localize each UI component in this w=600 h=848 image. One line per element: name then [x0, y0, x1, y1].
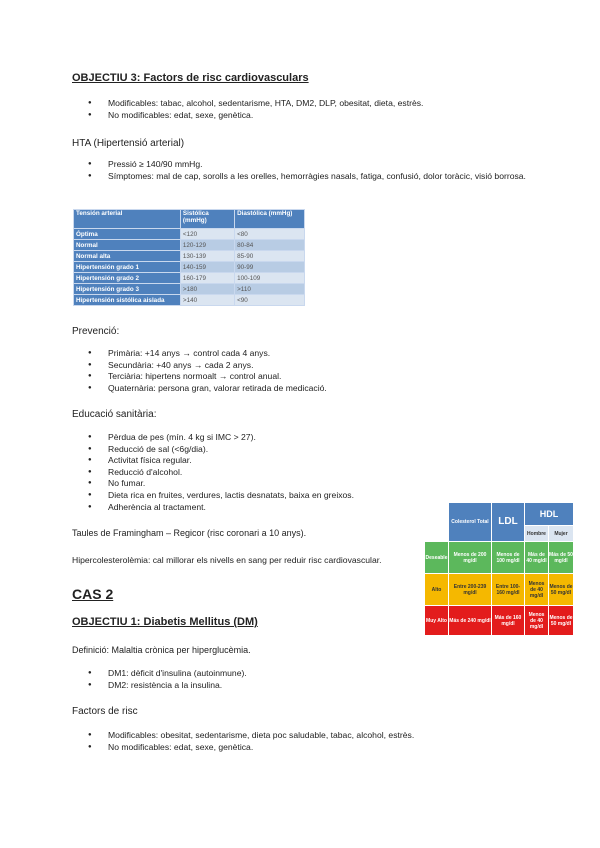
list-item: ● Quaternària: persona gran, valorar retirada de medicació.: [72, 383, 542, 395]
list-item: ● DM1: dèficit d'insulina (autoinmune).: [72, 668, 542, 680]
table-cell: Entre 200-239 mg/dl: [449, 574, 491, 605]
list-item: ● No modificables: edat, sexe, genètica.: [72, 110, 542, 122]
list-item: ● Modificables: obesitat, sedentarisme, dieta poc saludable, tabac, alcohol, estrès.: [72, 730, 542, 742]
table-cell: Entre 100-160 mg/dl: [492, 574, 524, 605]
factors-list: [72, 730, 542, 753]
header-colesterol-total: Colesterol Total: [449, 503, 491, 541]
row-label-deseable: Deseable: [425, 542, 448, 573]
table-cell: <90: [235, 295, 305, 306]
table-row: [74, 295, 305, 306]
educacio-list: [72, 432, 542, 513]
list-item: ● Secundària: +40 anys → cada 2 anys.: [72, 360, 542, 372]
list-item: ● Pèrdua de pes (mín. 4 kg si IMC > 27).: [72, 432, 542, 444]
factors-heading: Factors de risc: [72, 706, 138, 717]
table-cell: 140-159: [180, 262, 234, 273]
table-cell: Menos de 50 mg/dl: [549, 606, 573, 635]
table-header-row: [74, 210, 305, 229]
table-row: [74, 262, 305, 273]
table-cell: Hipertensión grado 3: [74, 284, 181, 295]
list-item: ● Pressió ≥ 140/90 mmHg.: [72, 159, 542, 171]
dm-types-list: [72, 668, 542, 691]
table-cell: Más de 40 mg/dl: [525, 542, 548, 573]
table-cell: Menos de 40 mg/dl: [525, 574, 548, 605]
cas-2-title: CAS 2: [72, 586, 114, 602]
table-cell: Más de 240 mg/dl: [449, 606, 491, 635]
table-cell: 130-139: [180, 251, 234, 262]
header-ldl: LDL: [492, 503, 524, 541]
list-item: ● Activitat física regular.: [72, 455, 542, 467]
table-cell: Menos de 100 mg/dl: [492, 542, 524, 573]
educacio-heading: Educació sanitària:: [72, 409, 157, 420]
table-header: Sistólica (mmHg): [180, 210, 234, 229]
table-cell: 100-109: [235, 273, 305, 284]
table-cell: Óptima: [74, 229, 181, 240]
cholesterol-table: [425, 503, 573, 635]
table-cell: <80: [235, 229, 305, 240]
header-hombre: Hombre: [525, 526, 548, 541]
table-cell: 80-84: [235, 240, 305, 251]
hipercolesterolemia-text: Hipercolesterolèmia: cal millorar els nivells en sang per reduir risc cardiovascular.: [72, 555, 382, 565]
table-header: Diastólica (mmHg): [235, 210, 305, 229]
table-cell: >180: [180, 284, 234, 295]
framingham-text: Taules de Framingham – Regicor (risc coronari a 10 anys).: [72, 528, 307, 538]
table-cell: Hipertensión grado 2: [74, 273, 181, 284]
list-item: ● Terciària: hipertens normoalt → control anual.: [72, 371, 542, 383]
list-item: ● Dieta rica en fruites, verdures, lactis desnatats, baixa en greixos.: [72, 490, 542, 502]
table-cell: 85-90: [235, 251, 305, 262]
table-cell: 120-129: [180, 240, 234, 251]
table-row: [74, 240, 305, 251]
table-cell: Normal: [74, 240, 181, 251]
blood-pressure-table: [73, 209, 305, 306]
objective-3-title: OBJECTIU 3: Factors de risc cardiovasculars: [72, 72, 309, 84]
table-row: [74, 251, 305, 262]
table-cell: Menos de 50 mg/dl: [549, 574, 573, 605]
list-item: ● DM2: resistència a la insulina.: [72, 680, 542, 692]
row-label-alto: Alto: [425, 574, 448, 605]
prevencio-heading: Prevenció:: [72, 326, 120, 337]
header-hdl: HDL: [525, 503, 573, 525]
table-cell: Más de 160 mg/dl: [492, 606, 524, 635]
objective-1-title: OBJECTIU 1: Diabetis Mellitus (DM): [72, 616, 258, 628]
table-row: [74, 229, 305, 240]
list-item: ● Reducció d'alcohol.: [72, 467, 542, 479]
table-cell: Hipertensión grado 1: [74, 262, 181, 273]
table-cell: 160-179: [180, 273, 234, 284]
row-label-muy-alto: Muy Alto: [425, 606, 448, 635]
table-cell: Menos de 200 mg/dl: [449, 542, 491, 573]
table-cell: >140: [180, 295, 234, 306]
definicio-text: Definició: Malaltia crònica per hiperglucèmia.: [72, 645, 251, 655]
list-item: ● Modificables: tabac, alcohol, sedentarisme, HTA, DM2, DLP, obesitat, dieta, estrès.: [72, 98, 542, 110]
table-row: [74, 273, 305, 284]
list-item: ● Reducció de sal (<6g/dia).: [72, 444, 542, 456]
table-cell: Hipertensión sistólica aislada: [74, 295, 181, 306]
table-cell: >110: [235, 284, 305, 295]
table-cell: <120: [180, 229, 234, 240]
table-cell: Más de 50 mg/dl: [549, 542, 573, 573]
list-item: ● No fumar.: [72, 478, 542, 490]
hta-heading: HTA (Hipertensió arterial): [72, 138, 185, 149]
table-row: [74, 284, 305, 295]
table-header: Tensión arterial: [74, 210, 181, 229]
header-mujer: Mujer: [549, 526, 573, 541]
list-item: ● Primària: +14 anys → control cada 4 anys.: [72, 348, 542, 360]
hta-list: [72, 159, 542, 182]
list-item: ● Adherència al tractament.: [72, 502, 542, 514]
list-item: ● No modificables: edat, sexe, genètica.: [72, 742, 542, 754]
table-cell: 90-99: [235, 262, 305, 273]
prevencio-list: [72, 348, 542, 394]
table-cell: Normal alta: [74, 251, 181, 262]
risk-factors-list: [72, 98, 542, 121]
table-cell: Menos de 40 mg/dl: [525, 606, 548, 635]
list-item: ● Símptomes: mal de cap, sorolls a les orelles, hemorràgies nasals, fatiga, confusió, dolor toràcic, visió borrosa.: [72, 171, 542, 183]
